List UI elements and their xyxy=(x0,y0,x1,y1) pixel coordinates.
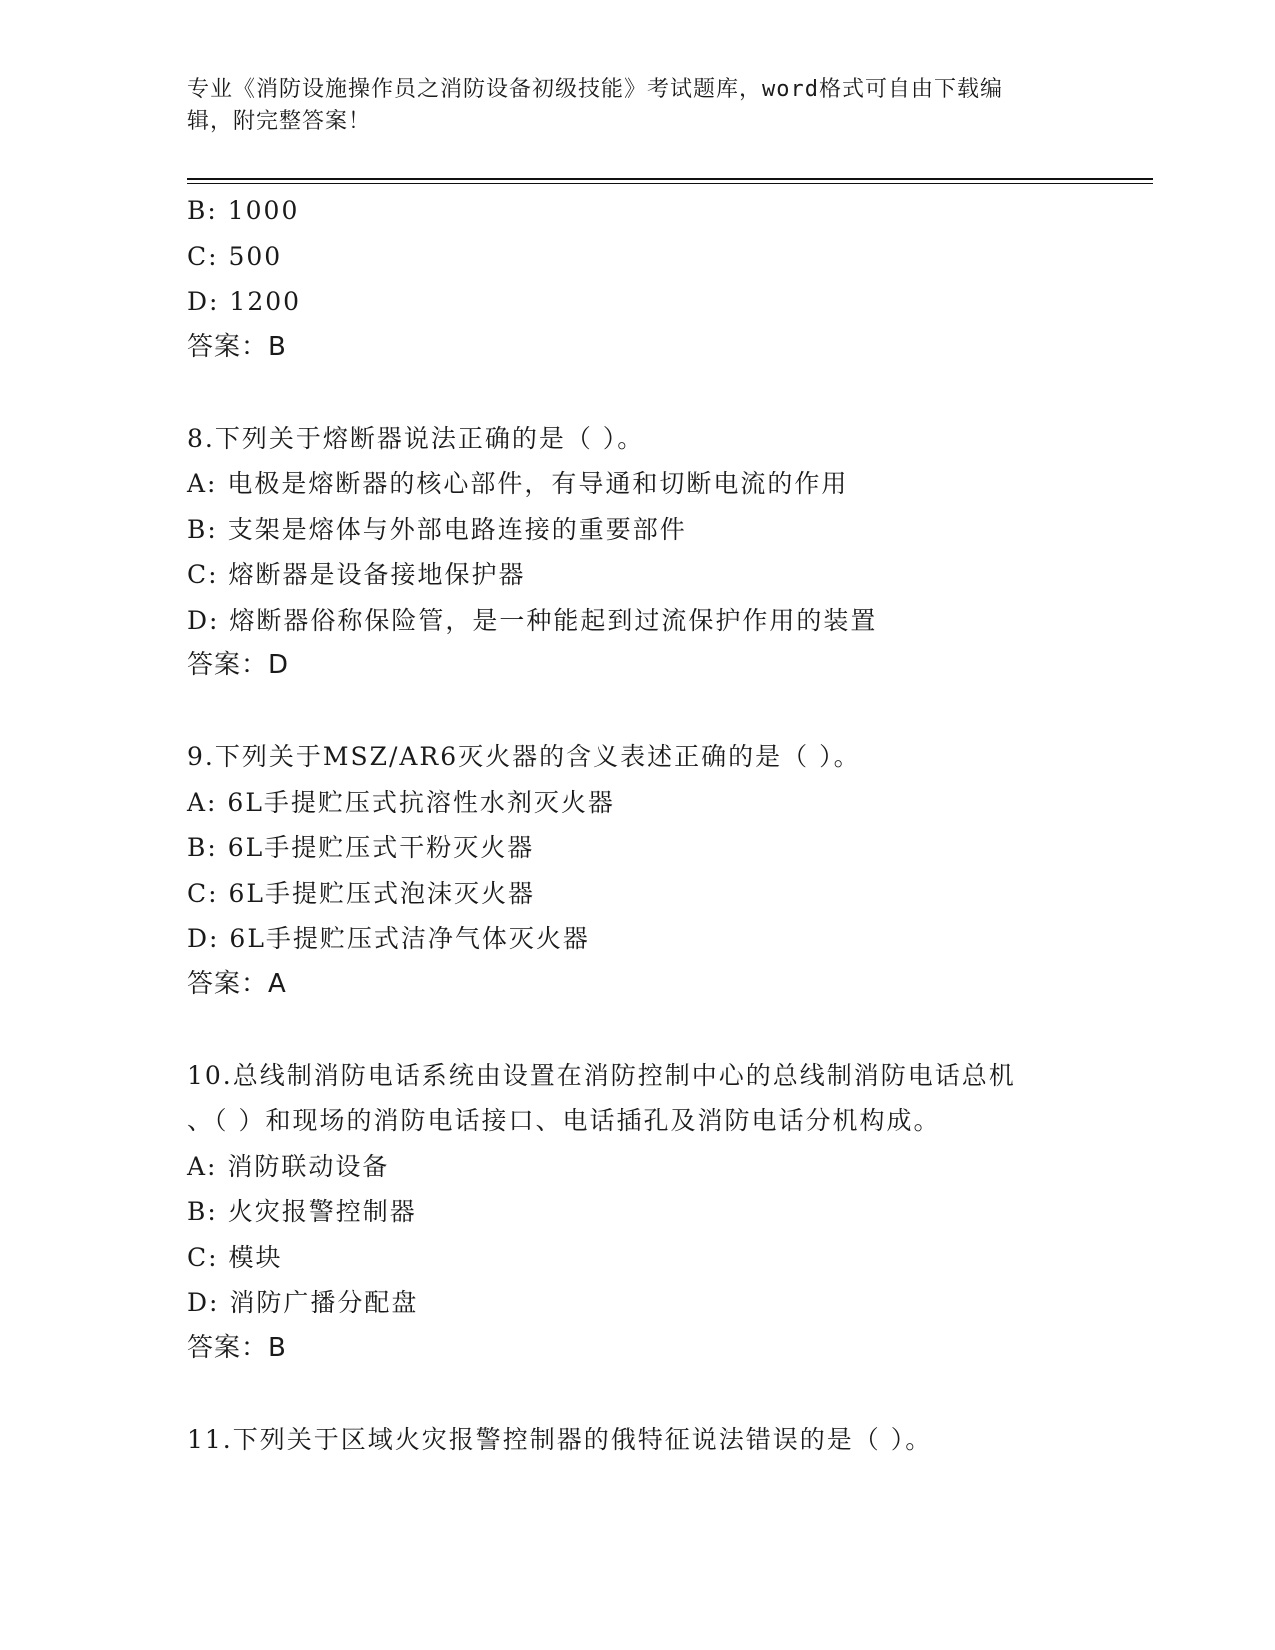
option-d: D: 6L手提贮压式洁净气体灭火器 xyxy=(187,924,590,953)
question-stem-line-2: 、（ ）和现场的消防电话接口、电话插孔及消防电话分机构成。 xyxy=(187,1106,941,1135)
answer: 答案：B xyxy=(187,1332,287,1363)
answer: 答案：A xyxy=(187,968,287,999)
question-list xyxy=(187,188,1153,1462)
option-c: C: 熔断器是设备接地保护器 xyxy=(187,560,526,589)
option-a: A: 电极是熔断器的核心部件，有导通和切断电流的作用 xyxy=(187,469,849,498)
header-rule-thick xyxy=(187,178,1153,180)
carryover-block xyxy=(187,188,1153,370)
header-rule-thin xyxy=(187,183,1153,184)
option-d: D: 消防广播分配盘 xyxy=(187,1288,419,1317)
option-d: D: 1200 xyxy=(187,287,302,316)
option-c: C: 6L手提贮压式泡沫灭火器 xyxy=(187,878,536,908)
header-line-2: 辑，附完整答案！ xyxy=(187,109,372,134)
spacer xyxy=(187,1007,1153,1053)
question-stem: 9.下列关于MSZ/AR6灭火器的含义表述正确的是（ ）。 xyxy=(187,742,861,771)
spacer xyxy=(187,370,1153,416)
option-b: B: 火灾报警控制器 xyxy=(187,1197,417,1226)
option-a: A: 消防联动设备 xyxy=(187,1151,390,1181)
question-8 xyxy=(187,416,1153,689)
option-c: C: 模块 xyxy=(187,1242,283,1272)
question-11 xyxy=(187,1417,1153,1463)
option-b: B: 1000 xyxy=(187,196,300,225)
spacer xyxy=(187,689,1153,735)
answer: 答案：D xyxy=(187,650,290,680)
option-c: C: 500 xyxy=(187,241,283,271)
header-line-1: 专业《消防设施操作员之消防设备初级技能》考试题库，word格式可自由下载编 xyxy=(187,77,1003,102)
question-10 xyxy=(187,1053,1153,1372)
question-9 xyxy=(187,734,1153,1007)
question-stem: 8.下列关于熔断器说法正确的是（ ）。 xyxy=(187,423,645,453)
question-stem: 11.下列关于区域火灾报警控制器的俄特征说法错误的是（ ）。 xyxy=(187,1424,933,1454)
document-header xyxy=(187,74,1067,138)
option-b: B: 支架是熔体与外部电路连接的重要部件 xyxy=(187,514,687,544)
option-d: D: 熔断器俗称保险管，是一种能起到过流保护作用的装置 xyxy=(187,605,878,635)
option-b: B: 6L手提贮压式干粉灭火器 xyxy=(187,833,535,862)
answer: 答案：B xyxy=(187,331,287,362)
question-stem-line-1: 10.总线制消防电话系统由设置在消防控制中心的总线制消防电话总机 xyxy=(187,1060,1016,1090)
option-a: A: 6L手提贮压式抗溶性水剂灭火器 xyxy=(187,787,615,817)
spacer xyxy=(187,1371,1153,1417)
